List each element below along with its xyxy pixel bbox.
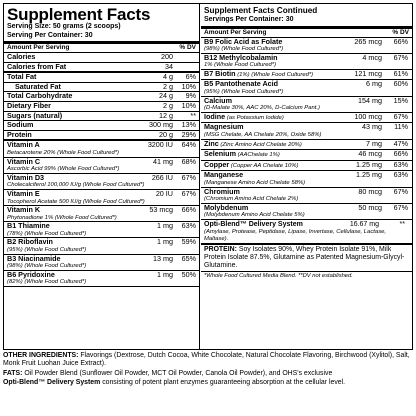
- header-amount: Amount Per Serving: [7, 44, 70, 51]
- nutrient-source: (95%) (Whole Food Cultured*): [204, 89, 284, 96]
- opti-amount: 16.67 mg: [349, 220, 379, 228]
- opti-enzymes: (Amylase, Protease, Peptidase, Lipase, Invertase, Cellulase, Lactase, Maltase).: [204, 229, 387, 242]
- nutrient-label: Copper: [204, 159, 230, 169]
- nutrient-amount: 4 mcg: [362, 52, 382, 62]
- nutrient-amount: 154 mg: [358, 95, 382, 105]
- nutrient-row: [4, 174, 199, 190]
- nutrient-source: (Manganese Amino Acid Chelate 58%): [204, 180, 306, 186]
- nutrient-label: Total Fat: [7, 72, 37, 82]
- nutrient-amount: 300 mg: [149, 120, 173, 130]
- nutrient-dv: 60%: [393, 79, 408, 89]
- nutrient-amount: 266 IU: [151, 172, 173, 182]
- nutrient-dv: 67%: [393, 52, 408, 62]
- nutrient-label: Protein: [7, 129, 32, 139]
- opti-name: Opti-Blend™ Delivery System: [204, 220, 303, 228]
- nutrient-dv: 67%: [393, 202, 408, 212]
- nutrient-label: Molybdenum: [204, 202, 249, 212]
- nutrient-dv: **: [190, 110, 196, 120]
- nutrient-label: Vitamin D3: [7, 172, 45, 182]
- nutrient-amount: 24 g: [159, 91, 173, 101]
- nutrient-row: [4, 255, 199, 271]
- nutrient-amount: 200: [161, 52, 173, 61]
- nutrient-row: [201, 171, 412, 187]
- nutrient-label: Chromium: [204, 186, 240, 196]
- header-dv: % DV: [179, 44, 196, 51]
- nutrient-amount: 121 mcg: [354, 68, 382, 78]
- nutrient-amount: 41 mg: [153, 156, 173, 166]
- nutrient-dv: 11%: [394, 122, 408, 132]
- nutrient-amount: 34: [165, 61, 173, 71]
- left-column: [4, 4, 200, 349]
- protein-sources: [201, 245, 412, 272]
- supplement-facts-panel: [3, 3, 413, 350]
- nutrient-dv: 67%: [393, 111, 408, 121]
- nutrient-dv: 9%: [185, 91, 196, 101]
- nutrient-row: [4, 190, 199, 206]
- right-column: [201, 4, 412, 349]
- nutrient-source: (78%) (Whole Food Cultured*): [7, 230, 87, 237]
- nutrient-amount: 1 mg: [157, 221, 173, 231]
- nutrient-dv: 68%: [181, 156, 196, 166]
- nutrient-amount: 1 mg: [157, 269, 173, 279]
- nutrient-amount: 12 g: [159, 110, 173, 120]
- nutrient-label: Calcium: [204, 95, 232, 105]
- nutrient-row: [4, 238, 199, 254]
- nutrient-label: B5 Pantothenate Acid: [204, 79, 279, 89]
- nutrient-dv: 50%: [181, 269, 196, 279]
- nutrient-source: (Molybdenum Amino Acid Chelate 5%): [204, 212, 305, 219]
- nutrient-dv: 63%: [181, 221, 196, 231]
- nutrient-label: Total Carbohydrate: [7, 91, 73, 101]
- nutrient-source: 1% (Whole Food Cultured*): [204, 62, 277, 69]
- nutrient-dv: 63%: [393, 170, 408, 180]
- ingredients-section: [3, 352, 413, 389]
- nutrient-amount: 20 IU: [155, 188, 173, 198]
- nutrient-source: (MSG Chelate, AA Chelate 20%, Oxide 58%): [204, 132, 322, 139]
- nutrient-amount: 1.25 mg: [356, 170, 382, 180]
- opti-blend-note: [3, 379, 413, 387]
- header-dv: % DV: [392, 28, 409, 36]
- nutrient-dv: 61%: [393, 68, 408, 78]
- other-ingredients-label: OTHER INGREDIENTS:: [3, 352, 79, 359]
- nutrient-source: (Zinc Amino Acid Chelate 20%): [220, 141, 302, 148]
- other-ingredients-text: Flavorings (Dextrose, Dutch Cocoa, White Chocolate, Natural Chocolate Flavoring, Birchwood (Xylitol), Salt, Monk Fruit Luohan Juice Extract).: [3, 352, 410, 368]
- nutrient-source: (82%) (Whole Food Cultured*): [7, 279, 87, 286]
- nutrient-source: (1%) (Whole Food Cultured*): [237, 71, 314, 78]
- nutrient-label: Selenium: [204, 149, 236, 159]
- nutrient-dv: 63%: [393, 159, 408, 169]
- nutrient-row: [4, 141, 199, 157]
- nutrient-dv: 29%: [181, 129, 196, 139]
- nutrient-row: [4, 271, 199, 287]
- nutrient-row: [201, 123, 412, 139]
- nutrient-label: B9 Folic Acid as Folate: [204, 36, 283, 46]
- header-amount: Amount Per Serving: [204, 28, 267, 36]
- nutrient-dv: 66%: [393, 36, 408, 46]
- nutrient-dv: 6%: [185, 72, 196, 82]
- nutrient-label: B2 Riboflavin: [7, 237, 53, 247]
- serving-size: Serving Size: 50 grams (2 scoops): [7, 23, 121, 30]
- nutrient-dv: 67%: [393, 186, 408, 196]
- nutrient-dv: 64%: [181, 140, 196, 150]
- nutrient-label: B7 Biotin: [204, 68, 236, 78]
- opti-blend-label: Opti-Blend™ Delivery System: [3, 379, 101, 387]
- fats-text: Oil Powder Blend (Sunflower Oil Powder, MCT Oil Powder, Canola Oil Powder), and OHS's exclusive: [24, 369, 333, 377]
- nutrient-dv: 15%: [393, 95, 408, 105]
- fats-ingredients: [3, 370, 413, 378]
- other-ingredients: [3, 352, 413, 369]
- nutrient-label: Vitamin E: [7, 188, 40, 198]
- protein-label: PROTEIN:: [204, 246, 237, 254]
- nutrient-row: [201, 54, 412, 70]
- nutrient-row: [201, 188, 412, 204]
- nutrient-dv: 10%: [181, 81, 196, 91]
- nutrient-label: Zinc: [204, 138, 219, 148]
- nutrient-label: Vitamin A: [7, 140, 40, 150]
- nutrient-source: (D-Malate 30%, AAC 20%, D-Calcium Pant.): [204, 105, 320, 112]
- nutrient-source: (98%) (Whole Food Cultured*): [204, 46, 284, 53]
- nutrient-dv: 59%: [181, 237, 196, 247]
- nutrient-dv: 67%: [181, 172, 196, 182]
- nutrient-source: (as Potassium Iodide): [226, 114, 284, 121]
- nutrient-amount: 2 g: [163, 81, 173, 91]
- nutrient-label: Magnesium: [204, 122, 244, 132]
- panel-title: Supplement Facts: [7, 5, 151, 24]
- nutrient-source: (Copper AA Chelate 10%): [230, 162, 299, 169]
- nutrient-amount: 6 mg: [366, 79, 382, 89]
- nutrient-dv: 13%: [181, 120, 196, 130]
- nutrient-dv: 65%: [181, 253, 196, 263]
- nutrient-amount: 46 mcg: [358, 149, 382, 159]
- nutrient-dv: 47%: [393, 138, 408, 148]
- nutrient-label: B3 Niacinamide: [7, 253, 61, 263]
- nutrient-amount: 53 mcg: [149, 205, 173, 215]
- nutrient-source: Phytonadione 1% (Whole Food Cultured*): [7, 214, 117, 221]
- nutrient-row: [201, 204, 412, 220]
- nutrient-amount: 265 mcg: [354, 36, 382, 46]
- continued-title: Supplement Facts Continued: [204, 6, 318, 15]
- servings-per-container: Servings Per Container: 30: [204, 16, 294, 23]
- nutrient-label: Vitamin K: [7, 205, 41, 215]
- nutrient-amount: 50 mcg: [358, 202, 382, 212]
- nutrient-row: [201, 38, 412, 54]
- nutrient-row: [4, 206, 199, 222]
- nutrient-amount: 1 mg: [157, 237, 173, 247]
- nutrient-row: [4, 158, 199, 174]
- nutrient-amount: 20 g: [159, 129, 173, 139]
- nutrient-amount: 100 mcg: [354, 111, 382, 121]
- nutrient-amount: 4 g: [163, 72, 173, 82]
- nutrient-dv: 67%: [181, 188, 196, 198]
- nutrient-source: Ascorbic Acid 99% (Whole Food Cultured*): [7, 166, 120, 173]
- nutrient-source: Cholecalciferol 100,000 IU/g (Whole Food Cultured*): [7, 182, 145, 189]
- footnote: *Whole Food Cultured Media Blend. **DV not established.: [204, 273, 353, 280]
- opti-blend-row: [201, 220, 412, 245]
- nutrient-label: B6 Pyridoxine: [7, 269, 55, 279]
- nutrient-dv: 66%: [181, 205, 196, 215]
- nutrient-label: Sugars (natural): [7, 110, 63, 120]
- nutrient-source: (95%) (Whole Food Cultured*): [7, 247, 87, 254]
- nutrient-label: Sodium: [7, 120, 34, 130]
- opti-blend-text: consisting of potent plant enzymes guaranteeing absorption at the cellular level.: [102, 379, 346, 387]
- nutrient-source: (AAChelate 1%): [237, 152, 280, 159]
- nutrient-label: B1 Thiamine: [7, 221, 50, 231]
- opti-dv: **: [399, 220, 405, 228]
- nutrient-amount: 43 mg: [362, 122, 382, 132]
- fats-label: FATS:: [3, 369, 23, 377]
- nutrient-label: Iodine: [204, 111, 226, 121]
- nutrient-amount: 13 mg: [153, 253, 173, 263]
- nutrient-amount: 1.25 mg: [356, 159, 382, 169]
- right-nutrient-list: [201, 38, 412, 220]
- nutrient-label: Calories from Fat: [7, 61, 67, 71]
- nutrient-row: [4, 222, 199, 238]
- serving-per-container: Serving Per Container: 30: [7, 31, 93, 39]
- nutrient-label: Dietary Fiber: [7, 100, 51, 110]
- nutrient-label: B12 Methylcobalamin: [204, 52, 278, 62]
- nutrient-row: [201, 80, 412, 96]
- protein-text: Soy Isolates 90%, Whey Protein Isolate 91%, Milk Protein Isolate 87.5%, Glutamine as Patented Magnesium-Glycyl-Glutamine.: [204, 246, 405, 270]
- nutrient-source: (98%) (Whole Food Cultured*): [7, 263, 87, 270]
- left-nutrient-list: [4, 53, 199, 287]
- nutrient-label: Saturated Fat: [15, 81, 61, 91]
- nutrient-source: Tocopherol Acetate 500 IU/g (Whole Food Cultured*): [7, 198, 145, 205]
- nutrient-label: Manganese: [204, 170, 244, 180]
- nutrient-amount: 80 mcg: [358, 186, 382, 196]
- nutrient-label: Vitamin C: [7, 156, 41, 166]
- nutrient-amount: 7 mg: [366, 138, 382, 148]
- nutrient-dv: 10%: [181, 100, 196, 110]
- nutrient-source: (Chromium Amino Acid Chelate 2%): [204, 196, 299, 203]
- nutrient-row: [201, 97, 412, 113]
- nutrient-amount: 2 g: [163, 100, 173, 110]
- nutrient-label: Calories: [7, 52, 36, 61]
- nutrient-source: Betacarotene 20% (Whole Food Cultured*): [7, 149, 119, 156]
- nutrient-dv: 66%: [393, 149, 408, 159]
- nutrient-amount: 3200 IU: [147, 140, 173, 150]
